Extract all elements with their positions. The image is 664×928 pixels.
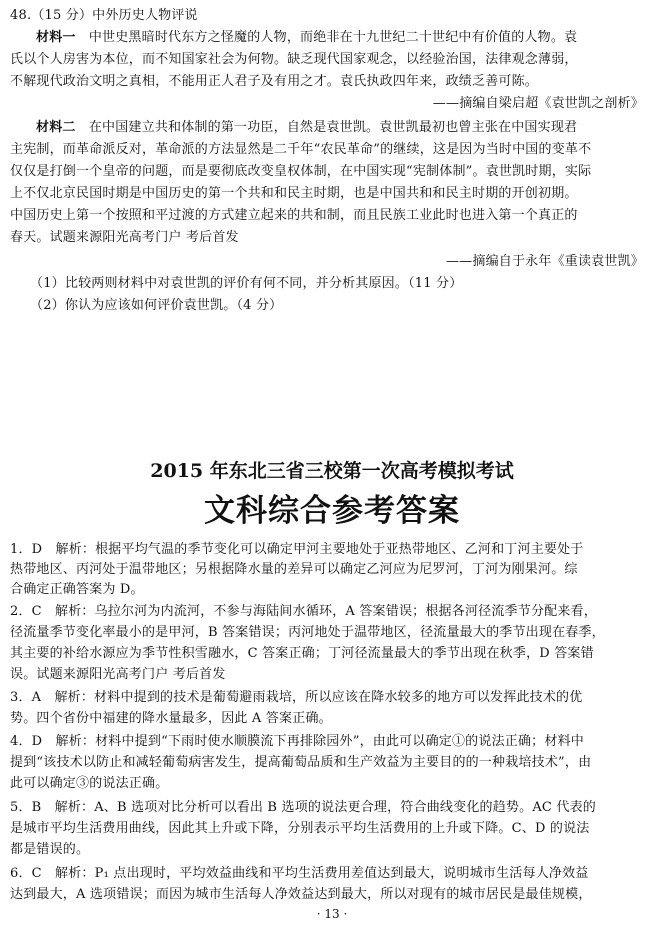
answer-1-line-1: 1．D 解析：根据平均气温的季节变化可以确定甲河主要地处于亚热带地区、乙河和丁河主要处于 [10, 542, 584, 557]
answer-2-line-2: 径流量季节变化率最小的是甲河，B 答案错误；丙河地处于温带地区，径流量最大的季节出现在春季， [10, 625, 605, 640]
answer-4-line-1: 4．D 解析：材料中提到“下雨时使水顺膜流下再排除园外”，由此可以确定①的说法正确；材料中 [10, 734, 584, 749]
material-2-line-5: 中国历史上第一个按照和平过渡的方式建立起来的共和制，而且民族工业此时也进入第一个真正的 [10, 208, 578, 223]
answer-2-line-4: 误。试题来源阳光高考门户 考后首发 [10, 667, 226, 682]
material-1-source: ——摘编自梁启超《袁世凯之剖析》 [432, 96, 644, 111]
answer-5-line-3: 都是错误的。 [10, 842, 90, 857]
material-1-line-3: 不解现代政治文明之真相，不能用正人君子及有用之才。袁氏执政四年来，政绩乏善可陈。 [10, 74, 539, 89]
material-2-source: ——摘编自于永年《重读袁世凯》 [445, 254, 644, 269]
answer-6-line-1: 6．C 解析：P₁ 点出现时，平均效益曲线和平均生活费用差值达到最大，说明城市生活每人净效益 [10, 866, 589, 881]
material-2-line-6: 春天。试题来源阳光高考门户 考后首发 [10, 230, 239, 245]
material-1-label: 材料一 [36, 30, 76, 45]
material-2-label: 材料二 [36, 120, 76, 135]
material-2-line-3: 仅仅是打倒一个皇帝的问题，而是要彻底改变皇权体制，在中国实现“宪制体制”。袁世凯时期，实际 [10, 164, 592, 179]
question-48-title: 48.（15 分）中外历史人物评说 [10, 8, 198, 23]
material-1-line-1 [36, 28, 654, 48]
sub-question-2: （2）你认为应该如何评价袁世凯。（4 分） [30, 298, 283, 313]
material-2-text: 在中国建立共和体制的第一功臣，自然是袁世凯。袁世凯最初也曾主张在中国实现君 [88, 120, 578, 135]
answer-4-line-3: 此可以确定③的说法正确。 [10, 776, 169, 791]
material-1-line-2: 氏以个人房害为本位，而不知国家社会为何物。缺乏现代国家观念，以经验治国，法律观念薄弱， [10, 52, 578, 67]
material-1-text: 中世史黑暗时代东方之怪魔的人物，而绝非在十九世纪二十世纪中有价值的人物。袁 [88, 30, 578, 45]
page-number: · 13 · [316, 907, 348, 921]
answer-key-title: 文科综合参考答案 [204, 493, 460, 529]
answer-6-line-2: 达到最大，A 选项错误；而因为城市生活每人净效益达到最大，所以对现有的城市居民是最佳规模， [10, 887, 592, 902]
answer-5-line-1: 5．B 解析：A、B 选项对比分析可以看出 B 选项的说法更合理，符合曲线变化的趋势。AC 代表的 [10, 800, 596, 815]
answer-4-line-2: 提到“该技术以防止和减轻葡萄病害发生，提高葡萄品质和生产效益为主要目的的一种栽培技术”，由 [10, 755, 592, 770]
material-2-line-1 [36, 118, 654, 138]
answer-2-line-3: 其主要的补给水源应为季节性积雪融水，C 答案正确；丁河径流量最大的季节出现在秋季，D 答案错 [10, 646, 594, 661]
answer-1-line-2: 热带地区、丙河处于温带地区；另根据降水量的差异可以确定乙河应为尼罗河，丁河为刚果河。综 [10, 562, 578, 577]
answer-5-line-2: 是城市平均生活费用曲线，因此其上升或下降，分别表示平均生活费用的上升或下降。C、D 的说法 [10, 821, 590, 836]
sub-question-1: （1）比较两则材料中对袁世凯的评价有何不同，并分析其原因。（11 分） [30, 276, 463, 291]
material-2-line-2: 主宪制，而革命派反对，革命派的方法显然是二千年“农民革命”的继续，这是因为当时中国的变革不 [10, 142, 592, 157]
material-2-line-4: 上不仅北京民国时期是中国历史的第一个共和和民主时期，也是中国共和和民主时期的开创初期。 [10, 186, 578, 201]
exam-title: 2015 年东北三省三校第一次高考模拟考试 [150, 460, 514, 482]
answer-3-line-2: 势。四个省份中福建的降水量最多，因此 A 答案正确。 [10, 711, 332, 726]
answer-3-line-1: 3．A 解析：材料中提到的技术是葡萄避雨栽培，所以应该在降水较多的地方可以发挥此技术的优 [10, 690, 583, 705]
answer-2-line-1: 2．C 解析：乌拉尔河为内流河，不参与海陆间水循环，A 答案错误；根据各河径流季节分配来看， [10, 604, 597, 619]
answer-1-line-3: 合确定正确答案为 D。 [10, 582, 144, 597]
